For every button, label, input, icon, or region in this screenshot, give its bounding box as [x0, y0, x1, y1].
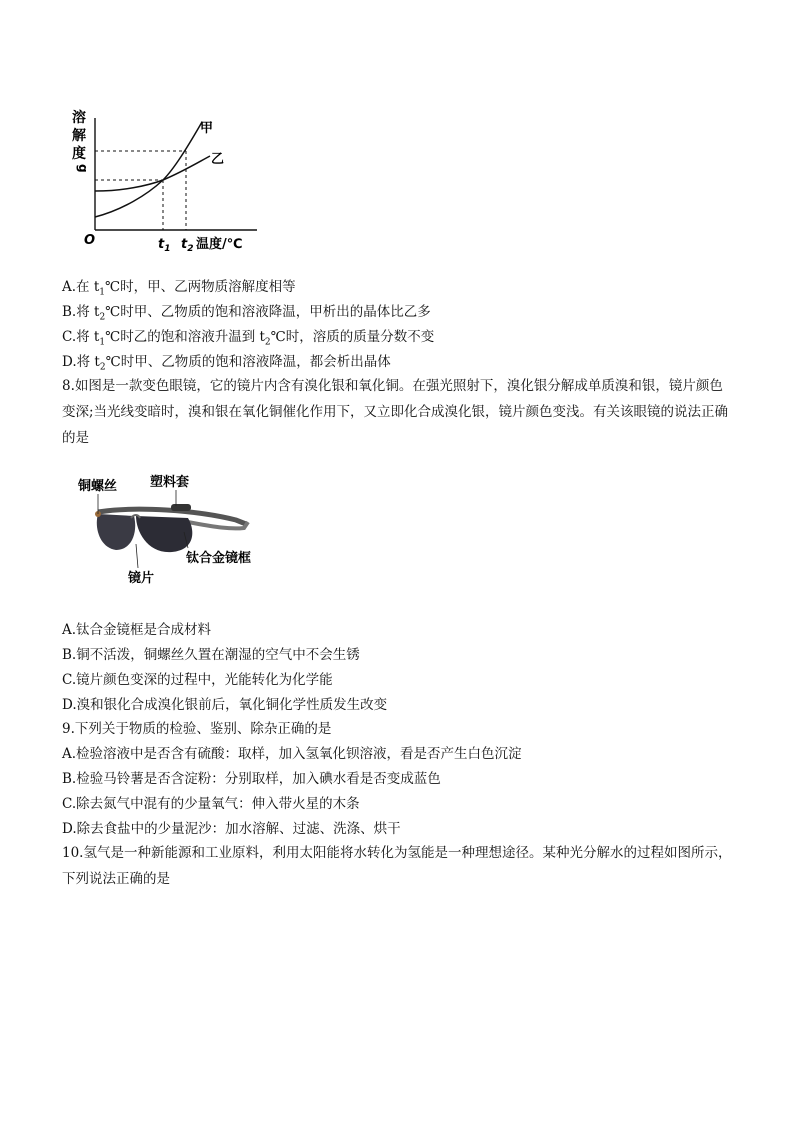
q7-option-d: D.将 $t_2℃$时甲、乙物质的饱和溶液降温，都会析出晶体: [62, 354, 391, 373]
plastic-sleeve-shape: [171, 504, 191, 511]
lens-right: [97, 514, 135, 550]
x-axis-label: 温度/℃: [196, 237, 243, 252]
glasses-figure: [76, 470, 276, 590]
t1-tick-label: $t_1$: [158, 237, 171, 254]
y-label-char-2: 解: [72, 128, 86, 144]
q9-stem: 9.下列关于物质的检验、鉴别、除杂正确的是: [62, 721, 332, 737]
label-copper-screw: 铜螺丝: [78, 479, 118, 494]
q8-option-c: C.镜片颜色变深的过程中，光能转化为化学能: [62, 672, 333, 688]
curve-yi: [95, 156, 210, 191]
q9-option-a: A.检验溶液中是否含有硫酸：取样，加入氢氧化钡溶液，看是否产生白色沉淀: [62, 746, 522, 762]
y-label-char-1: 溶: [72, 110, 86, 126]
q8-option-d: D.溴和银化合成溴化银前后，氧化铜化学性质发生改变: [62, 697, 388, 713]
q8-stem: 8.如图是一款变色眼镜，它的镜片内含有溴化银和氧化铜。在强光照射下，溴化银分解成单质溴和银，镜片颜色变深;当光线变暗时，溴和银在氧化铜催化作用下，又立即化合成溴化银，镜片颜色变浅。有关该眼镜的说法正确的是: [62, 378, 729, 446]
q9-option-b: B.检验马铃薯是否含淀粉：分别取样，加入碘水看是否变成蓝色: [62, 771, 441, 787]
label-titanium-frame: 钛合金镜框: [186, 551, 252, 566]
t2-tick-label: $t_2$: [181, 237, 194, 254]
curve-jia-label: 甲: [200, 121, 214, 136]
nose-bridge: [131, 515, 140, 518]
lens-left: [136, 516, 192, 552]
q8-option-b: B.铜不活泼，铜螺丝久置在潮湿的空气中不会生锈: [62, 647, 360, 663]
q10-stem: 10.氢气是一种新能源和工业原料，利用太阳能将水转化为氢能是一种理想途径。某种光分解水的过程如图所示，下列说法正确的是: [62, 845, 732, 887]
q9-option-d: D.除去食盐中的少量泥沙：加水溶解、过滤、洗涤、烘干: [62, 821, 401, 837]
label-plastic-sleeve: 塑料套: [150, 475, 190, 490]
curve-yi-label: 乙: [211, 152, 225, 167]
q7-option-b: B.将 $t_2℃$时甲、乙物质的饱和溶液降温，甲析出的晶体比乙多: [62, 304, 431, 323]
origin-label: O: [84, 233, 96, 248]
q7-option-a: A.在 $t_1℃$时，甲、乙两物质溶解度相等: [62, 279, 296, 298]
solubility-curve-figure: [62, 100, 262, 260]
label-lens: 镜片: [128, 571, 155, 586]
leader-lens: [136, 544, 138, 568]
y-label-char-3: 度: [72, 146, 86, 162]
q9-option-c: C.除去氮气中混有的少量氧气：伸入带火星的木条: [62, 796, 360, 812]
y-unit: g: [76, 164, 90, 173]
q8-option-a: A.钛合金镜框是合成材料: [62, 622, 212, 638]
q7-option-c: C.将 $t_1℃$时乙的饱和溶液升温到 $t_2℃$时，溶质的质量分数不变: [62, 329, 435, 348]
